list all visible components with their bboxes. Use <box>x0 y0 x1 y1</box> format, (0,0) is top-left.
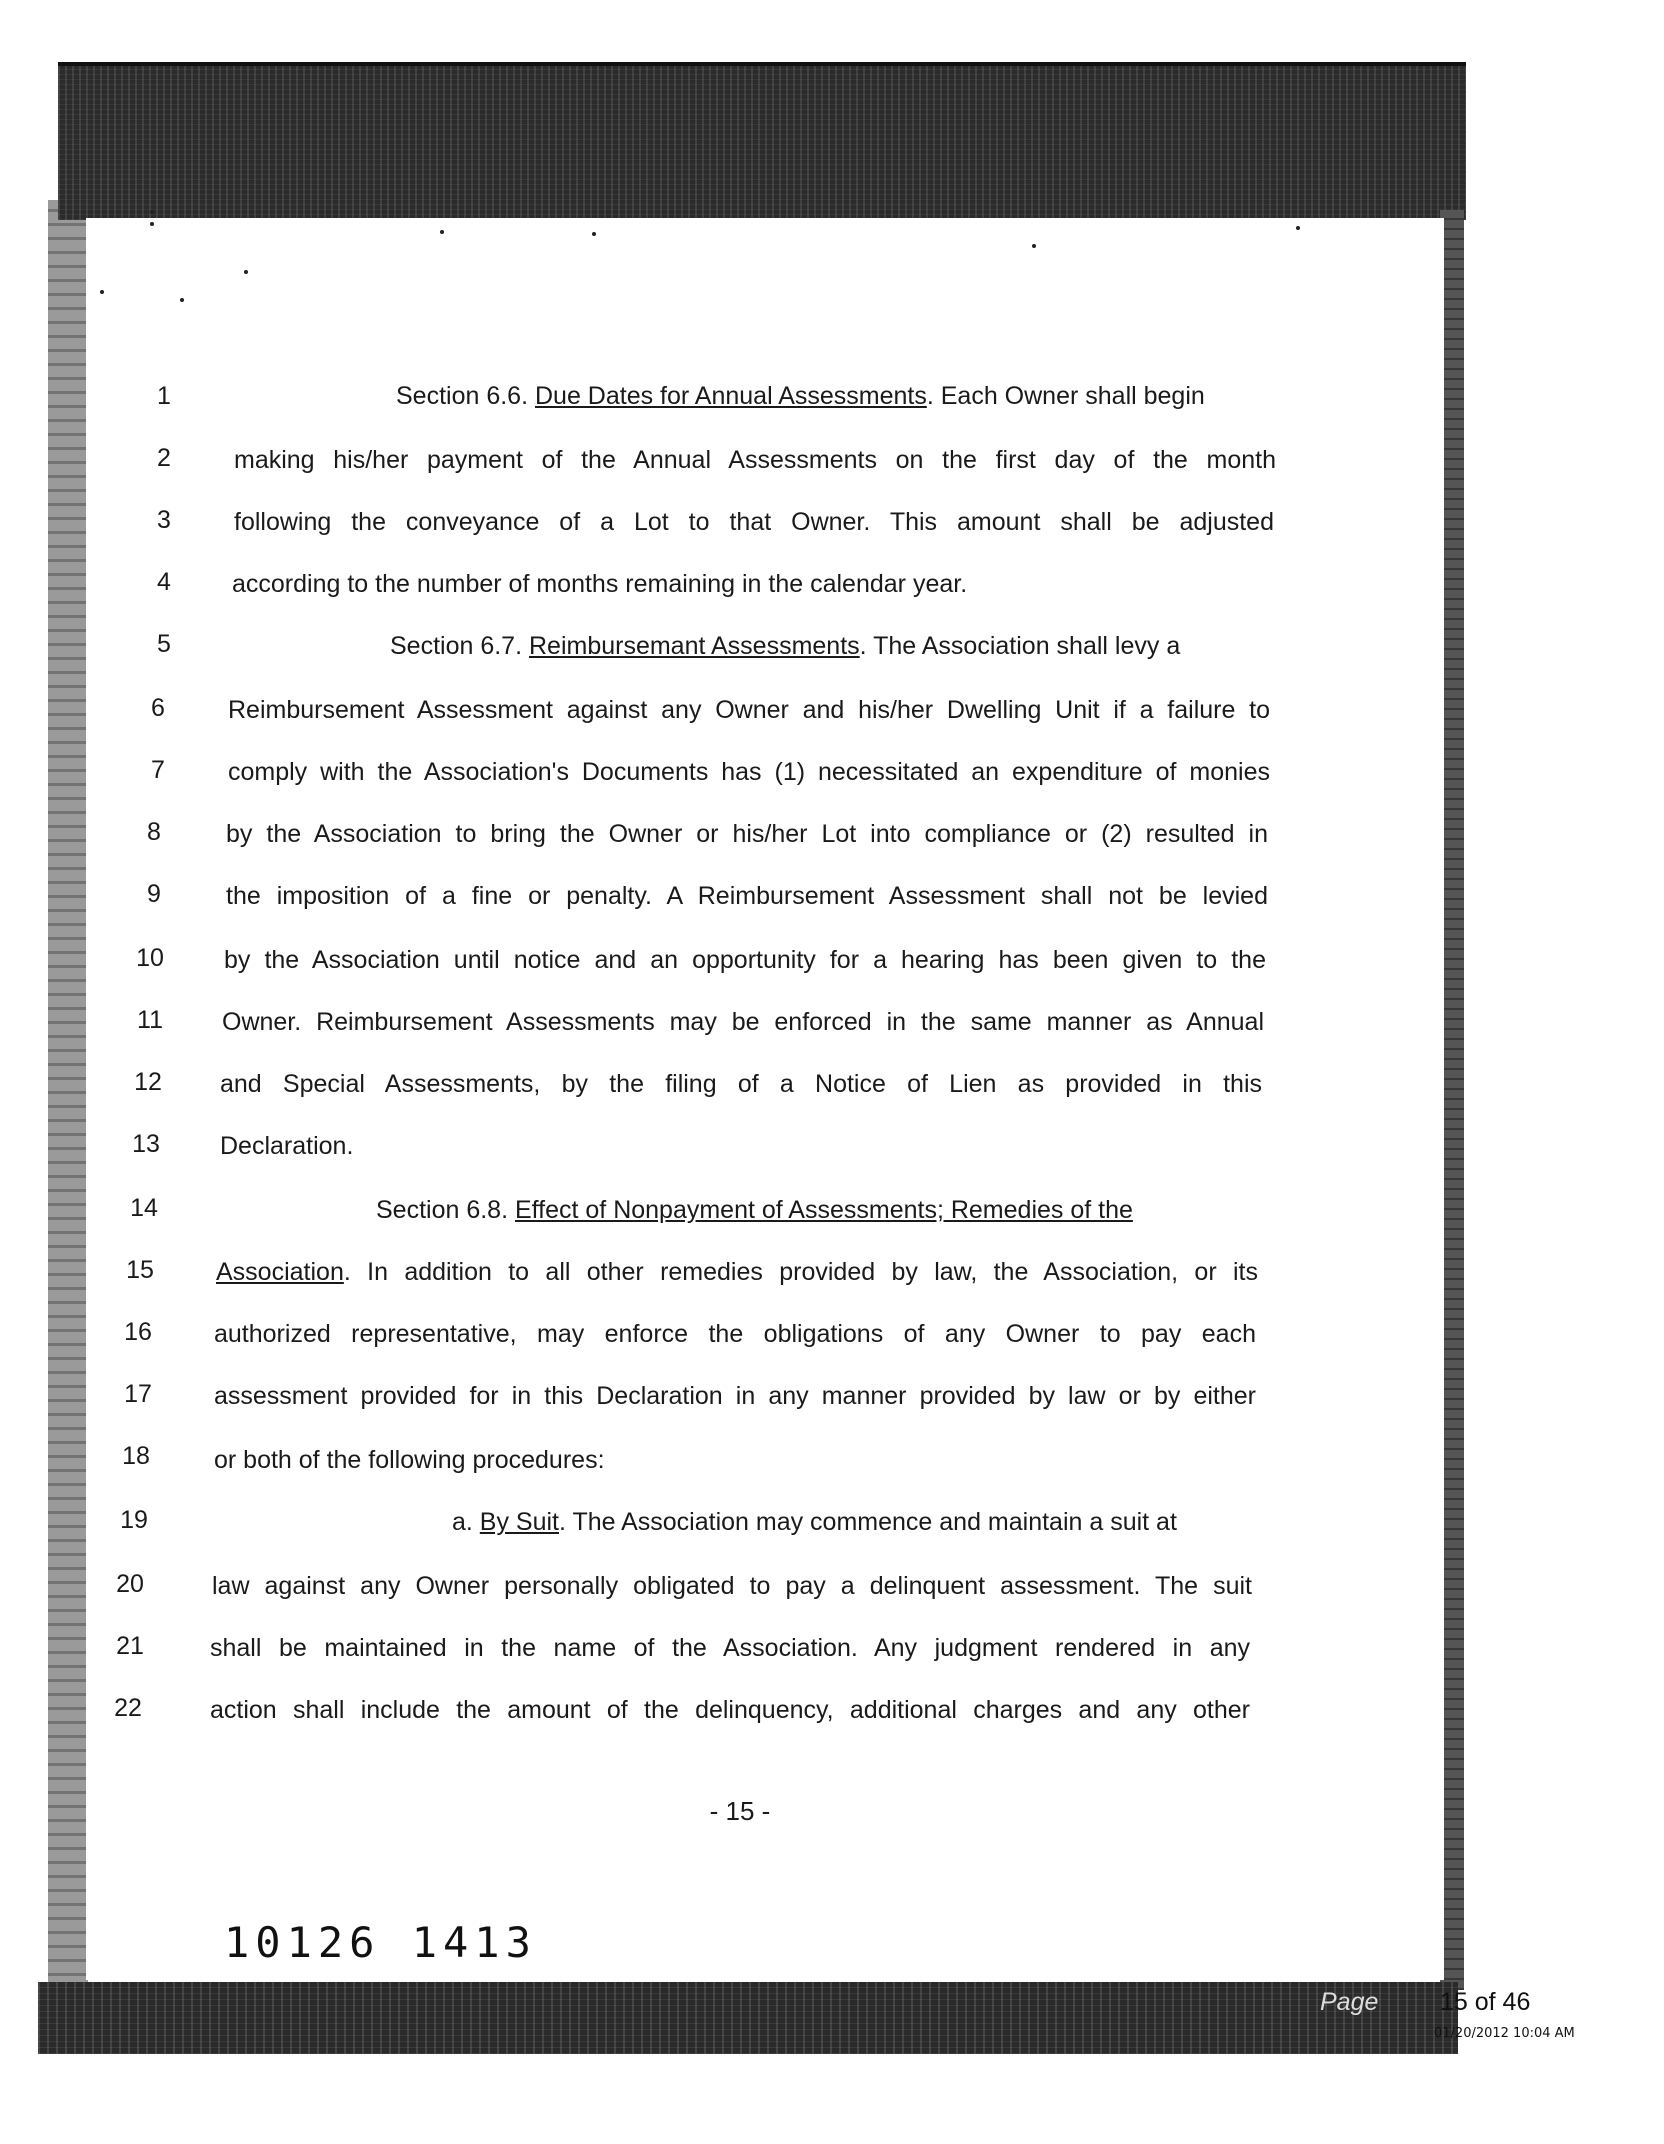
scan-speck <box>100 290 104 294</box>
line-number: 6 <box>151 694 165 722</box>
text-span: the imposition of a fine or penalty. A Reimbursement Assessment shall not be levied <box>226 882 1268 910</box>
text-span: making his/her payment of the Annual Assessments on the first day of the month <box>234 446 1276 474</box>
underlined-heading: Effect of Nonpayment of Assessments; Remedies of the <box>514 1196 1133 1224</box>
stamp-page-count: 15 of 46 <box>1440 1988 1531 2016</box>
scan-speck <box>150 222 154 226</box>
text-line <box>226 814 1268 854</box>
text-line <box>234 440 1276 480</box>
text-span: Declaration. <box>220 1132 354 1160</box>
scan-speck <box>150 210 154 214</box>
scan-top-rule <box>58 62 1466 66</box>
scan-speck <box>440 230 444 234</box>
scan-speck <box>180 298 184 302</box>
underlined-heading: By Suit <box>479 1508 559 1536</box>
text-line <box>222 1002 1264 1042</box>
line-number: 15 <box>126 1256 154 1284</box>
text-span: . In addition to all other remedies provided by law, the Association, or its <box>343 1258 1258 1286</box>
text-span: Section 6.8. <box>376 1196 515 1224</box>
text-line <box>452 1502 1252 1542</box>
line-number: 14 <box>130 1194 158 1222</box>
text-span: Owner. Reimbursement Assessments may be enforced in the same manner as Annual <box>222 1008 1264 1036</box>
text-span: . Each Owner shall begin <box>926 382 1205 410</box>
underlined-heading: Reimbursemant Assessments <box>528 632 860 660</box>
scan-bottom-band <box>38 1982 1458 2054</box>
line-number: 12 <box>134 1068 162 1096</box>
scan-speck <box>244 270 248 274</box>
text-line <box>390 626 1270 666</box>
scan-left-edge <box>48 200 88 1990</box>
text-line <box>232 564 1032 604</box>
text-span: Reimbursement Assessment against any Owner and his/her Dwelling Unit if a failure to <box>228 696 1270 724</box>
text-line <box>214 1376 1256 1416</box>
line-number: 20 <box>116 1570 144 1598</box>
line-number: 11 <box>137 1006 163 1034</box>
text-span: . The Association shall levy a <box>859 632 1181 660</box>
scan-speck <box>592 232 596 236</box>
line-number: 2 <box>157 444 171 472</box>
line-number: 8 <box>147 818 161 846</box>
line-number: 1 <box>157 382 171 410</box>
text-span: comply with the Association's Documents has (1) necessitated an expenditure of monies <box>228 758 1270 786</box>
line-number: 9 <box>147 880 161 908</box>
text-line <box>228 690 1270 730</box>
text-span: by the Association to bring the Owner or his/her Lot into compliance or (2) resulted in <box>226 820 1268 848</box>
stamp-page-label: Page <box>1320 1988 1379 2016</box>
text-line <box>220 1064 1262 1104</box>
text-span: according to the number of months remaining in the calendar year. <box>232 570 968 598</box>
line-number: 10 <box>136 944 164 972</box>
line-number: 18 <box>122 1442 150 1470</box>
text-span: action shall include the amount of the delinquency, additional charges and any other <box>210 1696 1250 1724</box>
text-line <box>214 1440 814 1480</box>
underlined-heading: Due Dates for Annual Assessments <box>534 382 927 410</box>
text-span: authorized representative, may enforce the obligations of any Owner to pay each <box>214 1320 1256 1348</box>
text-span: a. <box>452 1508 480 1536</box>
text-line <box>224 940 1266 980</box>
line-number: 21 <box>116 1632 144 1660</box>
line-number: 22 <box>114 1694 142 1722</box>
scan-speck <box>1032 244 1036 248</box>
text-line <box>228 752 1270 792</box>
line-number: 5 <box>157 630 171 658</box>
text-line <box>396 376 1276 416</box>
scan-top-band <box>58 62 1466 220</box>
scan-speck <box>1296 226 1300 230</box>
text-line <box>216 1252 1258 1292</box>
text-line <box>376 1190 1260 1230</box>
line-number: 13 <box>132 1130 160 1158</box>
text-line <box>210 1690 1250 1730</box>
text-line <box>234 502 1274 542</box>
text-line <box>214 1314 1256 1354</box>
line-number: 4 <box>157 568 171 596</box>
text-span: law against any Owner personally obligated to pay a delinquent assessment. The suit <box>212 1572 1252 1600</box>
text-line <box>226 876 1268 916</box>
text-line <box>210 1628 1250 1668</box>
text-span: or both of the following procedures: <box>214 1446 605 1474</box>
text-span: Section 6.6. <box>396 382 535 410</box>
text-line <box>212 1566 1252 1606</box>
line-number: 3 <box>157 506 171 534</box>
text-line <box>220 1126 620 1166</box>
page-number: - 15 - <box>709 1796 771 1826</box>
line-number: 19 <box>120 1506 148 1534</box>
line-number: 7 <box>151 756 165 784</box>
line-number: 17 <box>124 1380 152 1408</box>
text-span: Section 6.7. <box>390 632 529 660</box>
line-number: 16 <box>124 1318 152 1346</box>
text-span: by the Association until notice and an opportunity for a hearing has been given to the <box>224 946 1266 974</box>
text-span: . The Association may commence and maintain a suit at <box>559 1508 1177 1536</box>
text-span: following the conveyance of a Lot to that Owner. This amount shall be adjusted <box>234 508 1274 536</box>
book-page-reference: 10126 1413 <box>224 1918 537 1967</box>
underlined-heading: Association <box>216 1258 344 1286</box>
text-span: assessment provided for in this Declaration in any manner provided by law or by either <box>214 1382 1256 1410</box>
stamp-date-time: 01/20/2012 10:04 AM <box>1434 2026 1575 2041</box>
text-span: and Special Assessments, by the filing of a Notice of Lien as provided in this <box>220 1070 1262 1098</box>
text-span: shall be maintained in the name of the Association. Any judgment rendered in any <box>210 1634 1250 1662</box>
